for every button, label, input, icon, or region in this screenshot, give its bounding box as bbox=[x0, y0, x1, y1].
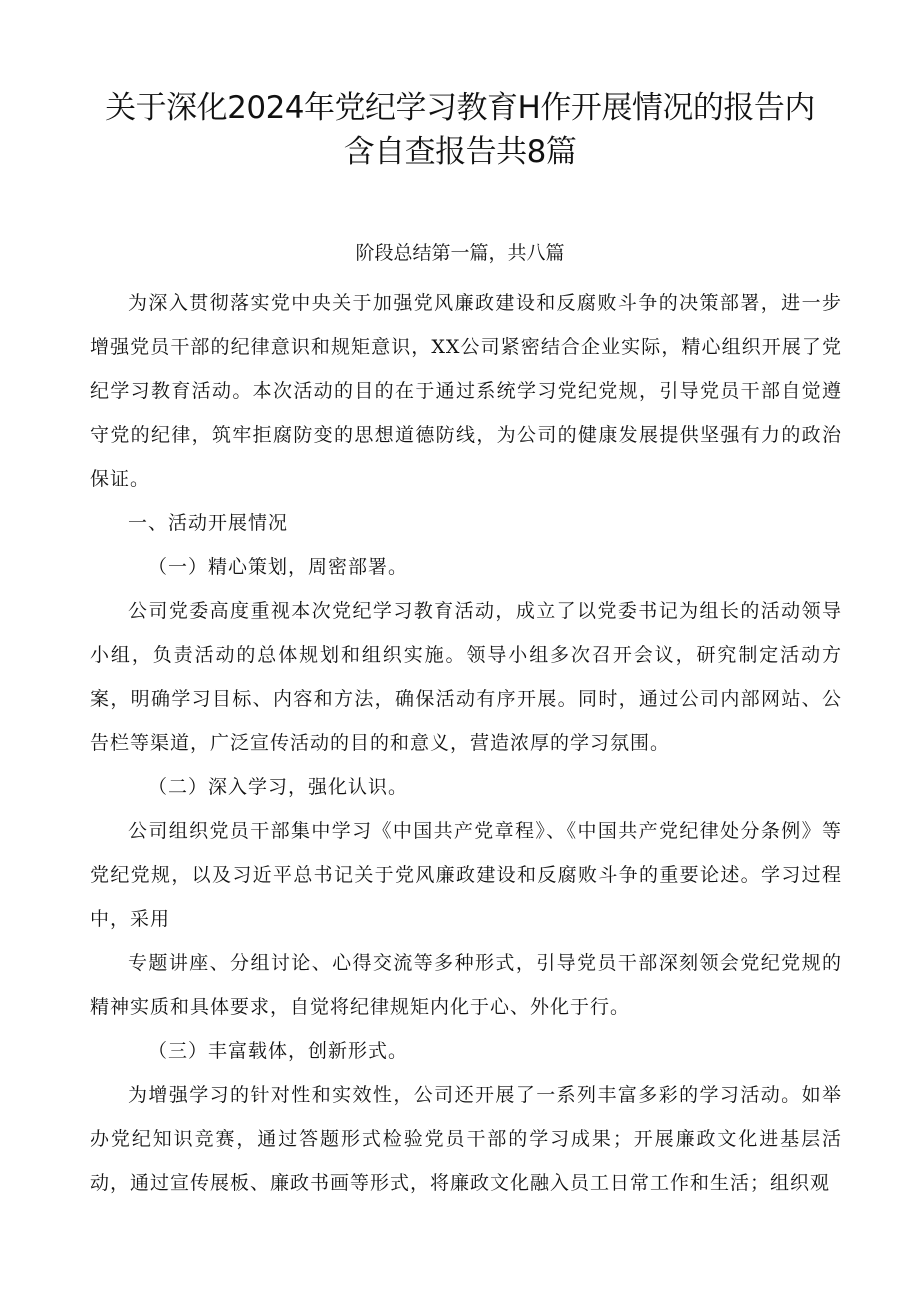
intro-paragraph: 为深入贯彻落实党中央关于加强党风廉政建设和反腐败斗争的决策部署，进一步增强党员干部的纪律意识和规矩意识，XX公司紧密结合企业实际，精心组织开展了党纪学习教育活动。本次活动的目的在于通过系统学习党纪党规，引导党员干部自觉遵守党的纪律，筑牢拒腐防变的思想道德防线，为公司的健康发展提供坚强有力的政治保证。 bbox=[90, 292, 842, 490]
subsection-heading-1: （一）精心策划，周密部署。 bbox=[148, 556, 409, 578]
section-heading-1: 一、活动开展情况 bbox=[128, 512, 289, 534]
subsection-heading-3: （三）丰富载体，创新形式。 bbox=[148, 1040, 409, 1062]
document-body bbox=[90, 281, 842, 1205]
paragraph-study-cont: 专题讲座、分组讨论、心得交流等多种形式，引导党员干部深刻领会党纪党规的精神实质和具体要求，自觉将纪律规矩内化于心、外化于行。 bbox=[90, 952, 842, 1018]
document-title bbox=[70, 86, 850, 174]
paragraph-planning: 公司党委高度重视本次党纪学习教育活动，成立了以党委书记为组长的活动领导小组，负责活动的总体规划和组织实施。领导小组多次召开会议，研究制定活动方案，明确学习目标、内容和方法，确保活动有序开展。同时，通过公司内部网站、公告栏等渠道，广泛宣传活动的目的和意义，营造浓厚的学习氛围。 bbox=[90, 600, 842, 754]
title-line-2: 含自查报告共8篇 bbox=[343, 134, 577, 170]
subsection-heading-2: （二）深入学习，强化认识。 bbox=[148, 776, 409, 798]
section-subtitle: 阶段总结第一篇，共八篇 bbox=[355, 242, 565, 264]
paragraph-study: 公司组织党员干部集中学习《中国共产党章程》、《中国共产党纪律处分条例》等党纪党规，以及习近平总书记关于党风廉政建设和反腐败斗争的重要论述。学习过程中，采用 bbox=[90, 820, 842, 930]
title-line-1: 关于深化2024年党纪学习教育H作开展情况的报告内 bbox=[105, 90, 815, 126]
paragraph-activities: 为增强学习的针对性和实效性，公司还开展了一系列丰富多彩的学习活动。如举办党纪知识竞赛，通过答题形式检验党员干部的学习成果；开展廉政文化进基层活动，通过宣传展板、廉政书画等形式，将廉政文化融入员工日常工作和生活；组织观 bbox=[90, 1084, 842, 1194]
